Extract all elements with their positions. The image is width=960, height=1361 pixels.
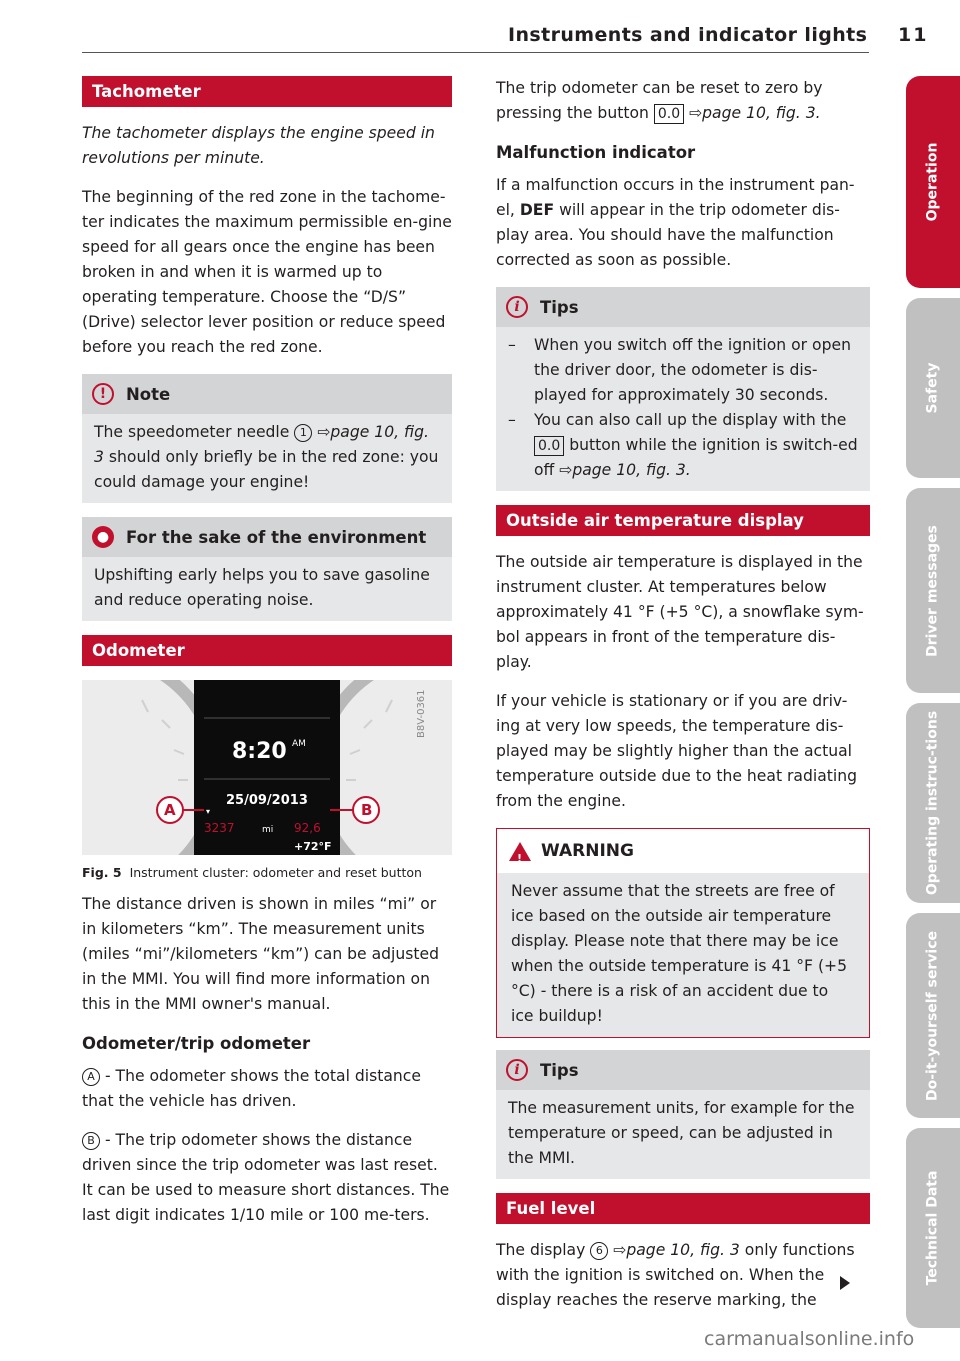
- note-box: [82, 374, 452, 503]
- tab-technical-data[interactable]: [906, 1128, 960, 1328]
- callout-marker-6: 6: [590, 1242, 608, 1260]
- cluster-trip-value: 92,6: [294, 821, 321, 835]
- tips-item-2-key: 0.0: [534, 436, 564, 456]
- cluster-illustration: [82, 680, 452, 855]
- tab-do-it-yourself[interactable]: [906, 913, 960, 1118]
- subheading-odometer-trip: Odometer/trip odometer: [82, 1034, 311, 1053]
- tab-technical-data-label: Technical Data: [924, 1170, 941, 1286]
- tab-safety-label: Safety: [924, 362, 941, 414]
- watermark: carmanualsonline.info: [704, 1328, 915, 1350]
- tips-item-2-page-ref[interactable]: ⇨page 10, fig. 3.: [559, 461, 691, 479]
- outside-temp-p1: The outside air temperature is displayed in the instrument cluster. At temperatures below approximately 41 °F (+5 °C), a snowflake sym-bol appears in front of the temperature dis-play.: [496, 553, 864, 671]
- tab-driver-messages-label: Driver messages: [924, 524, 941, 657]
- tips-item-2: [508, 408, 858, 483]
- section-heading-odometer: Odometer: [82, 635, 452, 666]
- svg-text:▾: ▾: [206, 807, 211, 816]
- tachometer-body: The beginning of the red zone in the tachome-ter indicates the maximum permissible en-gine speed for all gears once the engine has been broken in and when it is warmed up to operating temperature. Choose the “D/S” (Drive) selector lever position or reduce speed before you reach the red zone.: [82, 188, 452, 356]
- note-text-before: The speedometer needle: [94, 423, 290, 441]
- odometer-a-item: [82, 1064, 452, 1114]
- right-column: [496, 76, 870, 1327]
- cluster-date: 25/09/2013: [226, 793, 308, 808]
- warning-box: [496, 828, 870, 1038]
- environment-header: [82, 517, 452, 557]
- fuel-paragraph: [496, 1238, 870, 1313]
- tab-safety[interactable]: [906, 298, 960, 478]
- warning-body: Never assume that the streets are free of ice based on the outside air temperature display. Please note that there may be ice when the outside temperature is 41 °F (+5 °C) - there is a risk of an accident due to ice buildup!: [497, 873, 869, 1037]
- tab-operation[interactable]: [906, 76, 960, 288]
- leaf-icon: ●: [92, 526, 114, 548]
- figure-code: B8V-0361: [416, 689, 427, 738]
- tachometer-intro: The tachometer displays the engine speed in revolutions per minute.: [82, 124, 435, 167]
- figure-caption: [82, 860, 422, 885]
- malfunction-text-after: will appear in the trip odometer dis-play area. You should have the malfunction corrected as soon as possible.: [496, 201, 840, 269]
- callout-marker-a: A: [82, 1068, 100, 1086]
- figure-instrument-cluster: [82, 680, 452, 880]
- cluster-unit: mi: [262, 825, 274, 835]
- malfunction-paragraph: [496, 173, 870, 273]
- malfunction-code: DEF: [519, 201, 555, 219]
- warning-triangle-icon: !: [509, 842, 531, 861]
- malfunction-text-before: If a malfunction occurs in the instrument pan-el,: [496, 176, 855, 219]
- exclamation-icon: !: [92, 383, 114, 405]
- tab-operation-label: Operation: [924, 142, 941, 222]
- page-number: 11: [898, 24, 929, 46]
- tab-operating-instructions-label: Operating instruc-tions: [924, 710, 941, 896]
- warning-header: [497, 829, 869, 873]
- note-header: [82, 374, 452, 414]
- odometer-body: The distance driven is shown in miles “mi” or in kilometers “km”. The measurement units (miles “mi”/kilometers “km”) can be adjusted in the MMI. You will find more information on this in the MMI owner's manual.: [82, 895, 440, 1013]
- tips-box-2: [496, 1050, 870, 1179]
- subheading-malfunction: Malfunction indicator: [496, 143, 696, 162]
- environment-box: [82, 517, 452, 621]
- note-text-after: should only briefly be in the red zone: you could damage your engine!: [94, 448, 439, 491]
- tab-operating-instructions[interactable]: [906, 703, 960, 903]
- fuel-text-after: only functions with the ignition is switched on. When the display reaches the reserve marking, the: [496, 1241, 855, 1309]
- note-page-ref[interactable]: ⇨page 10, fig. 3: [94, 423, 429, 466]
- info-icon: i: [506, 296, 528, 318]
- tips-item-2-before: You can also call up the display with the: [534, 411, 847, 429]
- trip-reset-page-ref[interactable]: ⇨page 10, fig. 3.: [689, 104, 821, 122]
- tab-driver-messages[interactable]: [906, 488, 960, 693]
- tips-body-1: [496, 327, 870, 491]
- note-title: Note: [126, 384, 171, 404]
- cluster-odometer-value: 3237: [204, 821, 235, 835]
- tips-title-1: Tips: [540, 297, 579, 317]
- fuel-text-before: The display: [496, 1241, 586, 1259]
- tips-item-2-after: button while the ignition is switch-ed off: [534, 436, 858, 479]
- callout-marker-b: B: [82, 1132, 100, 1150]
- trip-reset-paragraph: [496, 76, 870, 126]
- instrument-cluster-image: [82, 680, 452, 855]
- outside-temp-p2: If your vehicle is stationary or if you are driv-ing at very low speeds, the temperature dis-played may be slightly higher than the actual temperature outside due to the heat radiating from the engine.: [496, 692, 857, 810]
- figure-number: Fig. 5: [82, 865, 122, 880]
- tips-header-1: [496, 287, 870, 327]
- figure-caption-text: Instrument cluster: odometer and reset button: [129, 865, 422, 880]
- fuel-page-ref[interactable]: ⇨page 10, fig. 3: [613, 1241, 740, 1259]
- header-rule: [82, 52, 869, 53]
- trip-reset-key: 0.0: [654, 104, 684, 124]
- cluster-time: 8:20: [232, 739, 287, 764]
- environment-body: Upshifting early helps you to save gasoline and reduce operating noise.: [94, 566, 430, 609]
- left-column: [82, 76, 452, 1242]
- environment-title: For the sake of the environment: [126, 527, 427, 547]
- odometer-b-text: - The trip odometer shows the distance driven since the trip odometer was last reset. It can be used to measure short distances. The last digit indicates 1/10 mile or 100 me-ters.: [82, 1131, 450, 1224]
- running-header-title: Instruments and indicator lights: [508, 24, 868, 46]
- warning-title: WARNING: [541, 840, 634, 861]
- odometer-a-text: - The odometer shows the total distance that the vehicle has driven.: [82, 1067, 421, 1110]
- callout-label-b: B: [361, 801, 373, 819]
- tips-box-1: [496, 287, 870, 491]
- section-heading-outside-temp: Outside air temperature display: [496, 505, 870, 536]
- trip-reset-text: The trip odometer can be reset to zero by pressing the button: [496, 79, 823, 122]
- cluster-ampm: AM: [292, 739, 306, 749]
- continue-arrow-icon: [840, 1276, 850, 1290]
- section-heading-fuel: Fuel level: [496, 1193, 870, 1224]
- cluster-temperature: +72°F: [294, 840, 332, 853]
- info-icon: i: [506, 1059, 528, 1081]
- section-heading-tachometer: Tachometer: [82, 76, 452, 107]
- tips-body-2: The measurement units, for example for the temperature or speed, can be adjusted in the MMI.: [508, 1099, 855, 1167]
- odometer-b-item: [82, 1128, 452, 1228]
- tips-header-2: [496, 1050, 870, 1090]
- callout-marker: 1: [294, 424, 312, 442]
- callout-label-a: A: [164, 801, 176, 819]
- tips-title-2: Tips: [540, 1060, 579, 1080]
- tips-item-1: – When you switch off the ignition or open the driver door, the odometer is dis-played for approximately 30 seconds.: [508, 333, 858, 408]
- note-body: [82, 414, 452, 503]
- tab-do-it-yourself-label: Do-it-yourself service: [924, 930, 941, 1101]
